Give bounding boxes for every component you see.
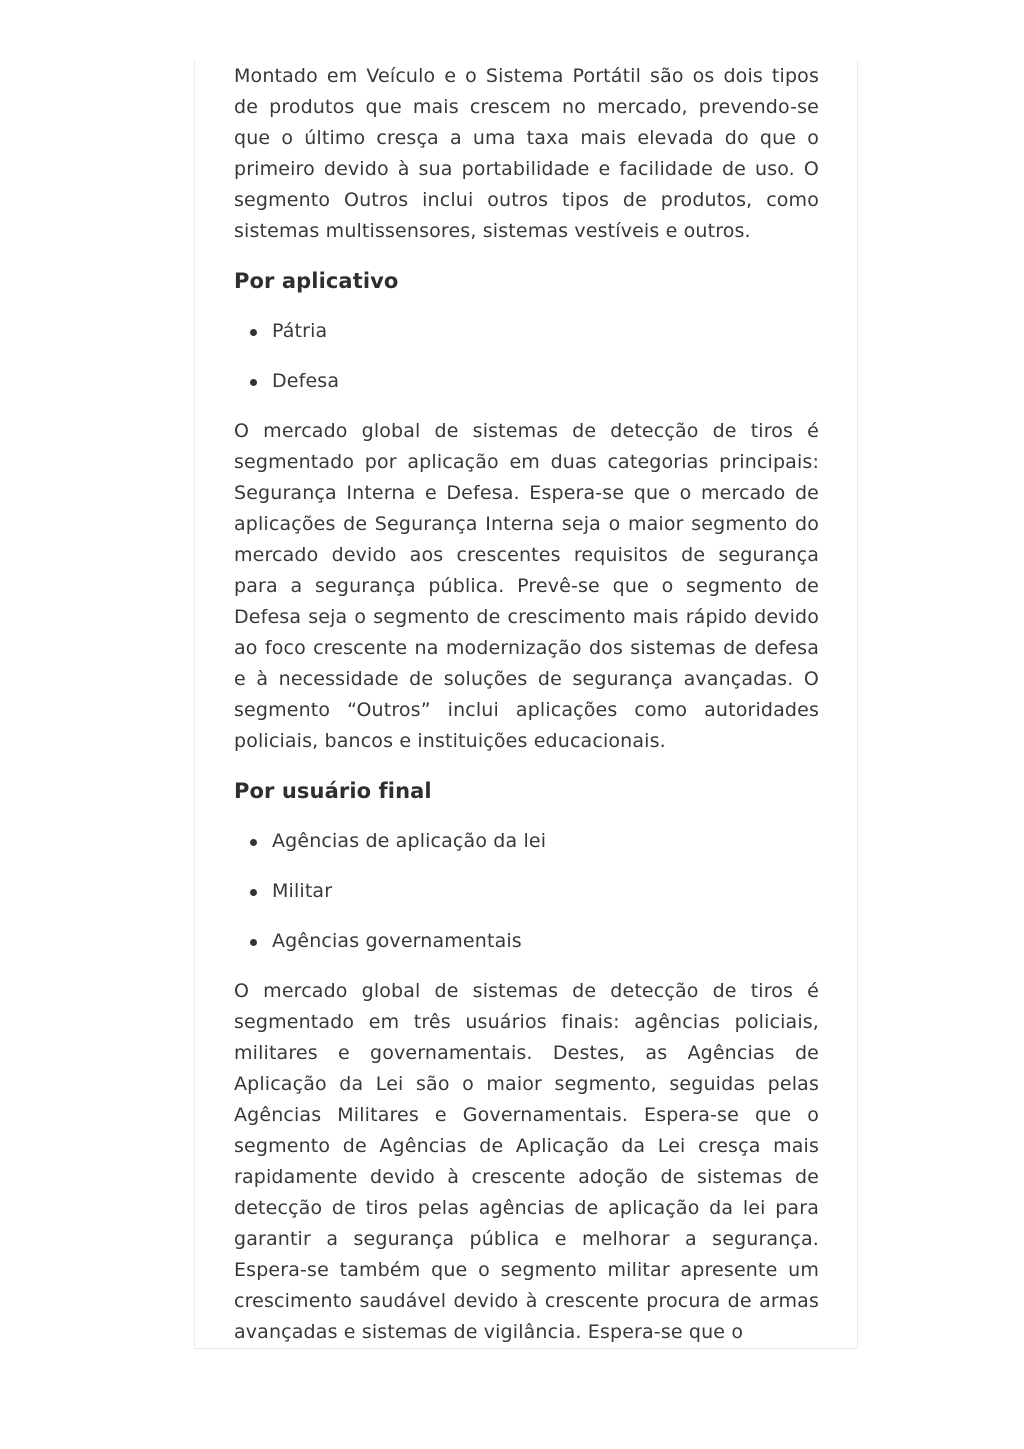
- list-item-label: Pátria: [272, 320, 328, 342]
- heading-by-application: Por aplicativo: [234, 269, 399, 293]
- paragraph-product-types: Montado em Veículo e o Sistema Portátil são os dois tipos de produtos que mais crescem no mercado, prevendo-se que o último cresça a uma taxa mais elevada do que o primeiro devido à sua portabilidade e facilidade de uso. O segmento Outros inclui outros tipos de produtos, como sistemas multissensores, sistemas vestíveis e outros.: [234, 65, 819, 242]
- article-content: [234, 61, 819, 1348]
- bullet-icon: [250, 939, 257, 946]
- bullet-icon: [250, 889, 257, 896]
- list-by-application: [234, 316, 819, 397]
- heading-by-end-user: Por usuário final: [234, 779, 432, 803]
- paragraph-application: O mercado global de sistemas de detecção de tiros é segmentado por aplicação em duas categorias principais: Segurança Interna e Defesa. Espera-se que o mercado de aplicações de Segurança Interna seja o maior segmento do mercado devido aos crescentes requisitos de segurança para a segurança pública. Prevê-se que o segmento de Defesa seja o segmento de crescimento mais rápido devido ao foco crescente na modernização dos sistemas de defesa e à necessidade de soluções de segurança avançadas. O segmento “Outros” inclui aplicações como autoridades policiais, bancos e instituições educacionais.: [234, 420, 819, 752]
- bullet-icon: [250, 329, 257, 336]
- list-item-label: Agências de aplicação da lei: [272, 830, 547, 852]
- article-card: [194, 60, 858, 1349]
- bullet-icon: [250, 379, 257, 386]
- paragraph-end-user: O mercado global de sistemas de detecção de tiros é segmentado em três usuários finais: agências policiais, militares e governamentais. Destes, as Agências de Aplicação da Lei são o maior segmento, seguidas pelas Agências Militares e Governamentais. Espera-se que o segmento de Agências de Aplicação da Lei cresça mais rapidamente devido à crescente adoção de sistemas de detecção de tiros pelas agências de aplicação da lei para garantir a segurança pública e melhorar a segurança. Espera-se também que o segmento militar apresente um crescimento saudável devido à crescente procura de armas avançadas e sistemas de vigilância. Espera-se que o: [234, 980, 819, 1343]
- list-item-label: Defesa: [272, 370, 340, 392]
- list-item: [234, 926, 819, 957]
- list-item: [234, 826, 819, 857]
- list-by-end-user: [234, 826, 819, 957]
- bullet-icon: [250, 839, 257, 846]
- list-item: [234, 316, 819, 347]
- list-item-label: Militar: [272, 880, 333, 902]
- list-item-label: Agências governamentais: [272, 930, 522, 952]
- list-item: [234, 876, 819, 907]
- list-item: [234, 366, 819, 397]
